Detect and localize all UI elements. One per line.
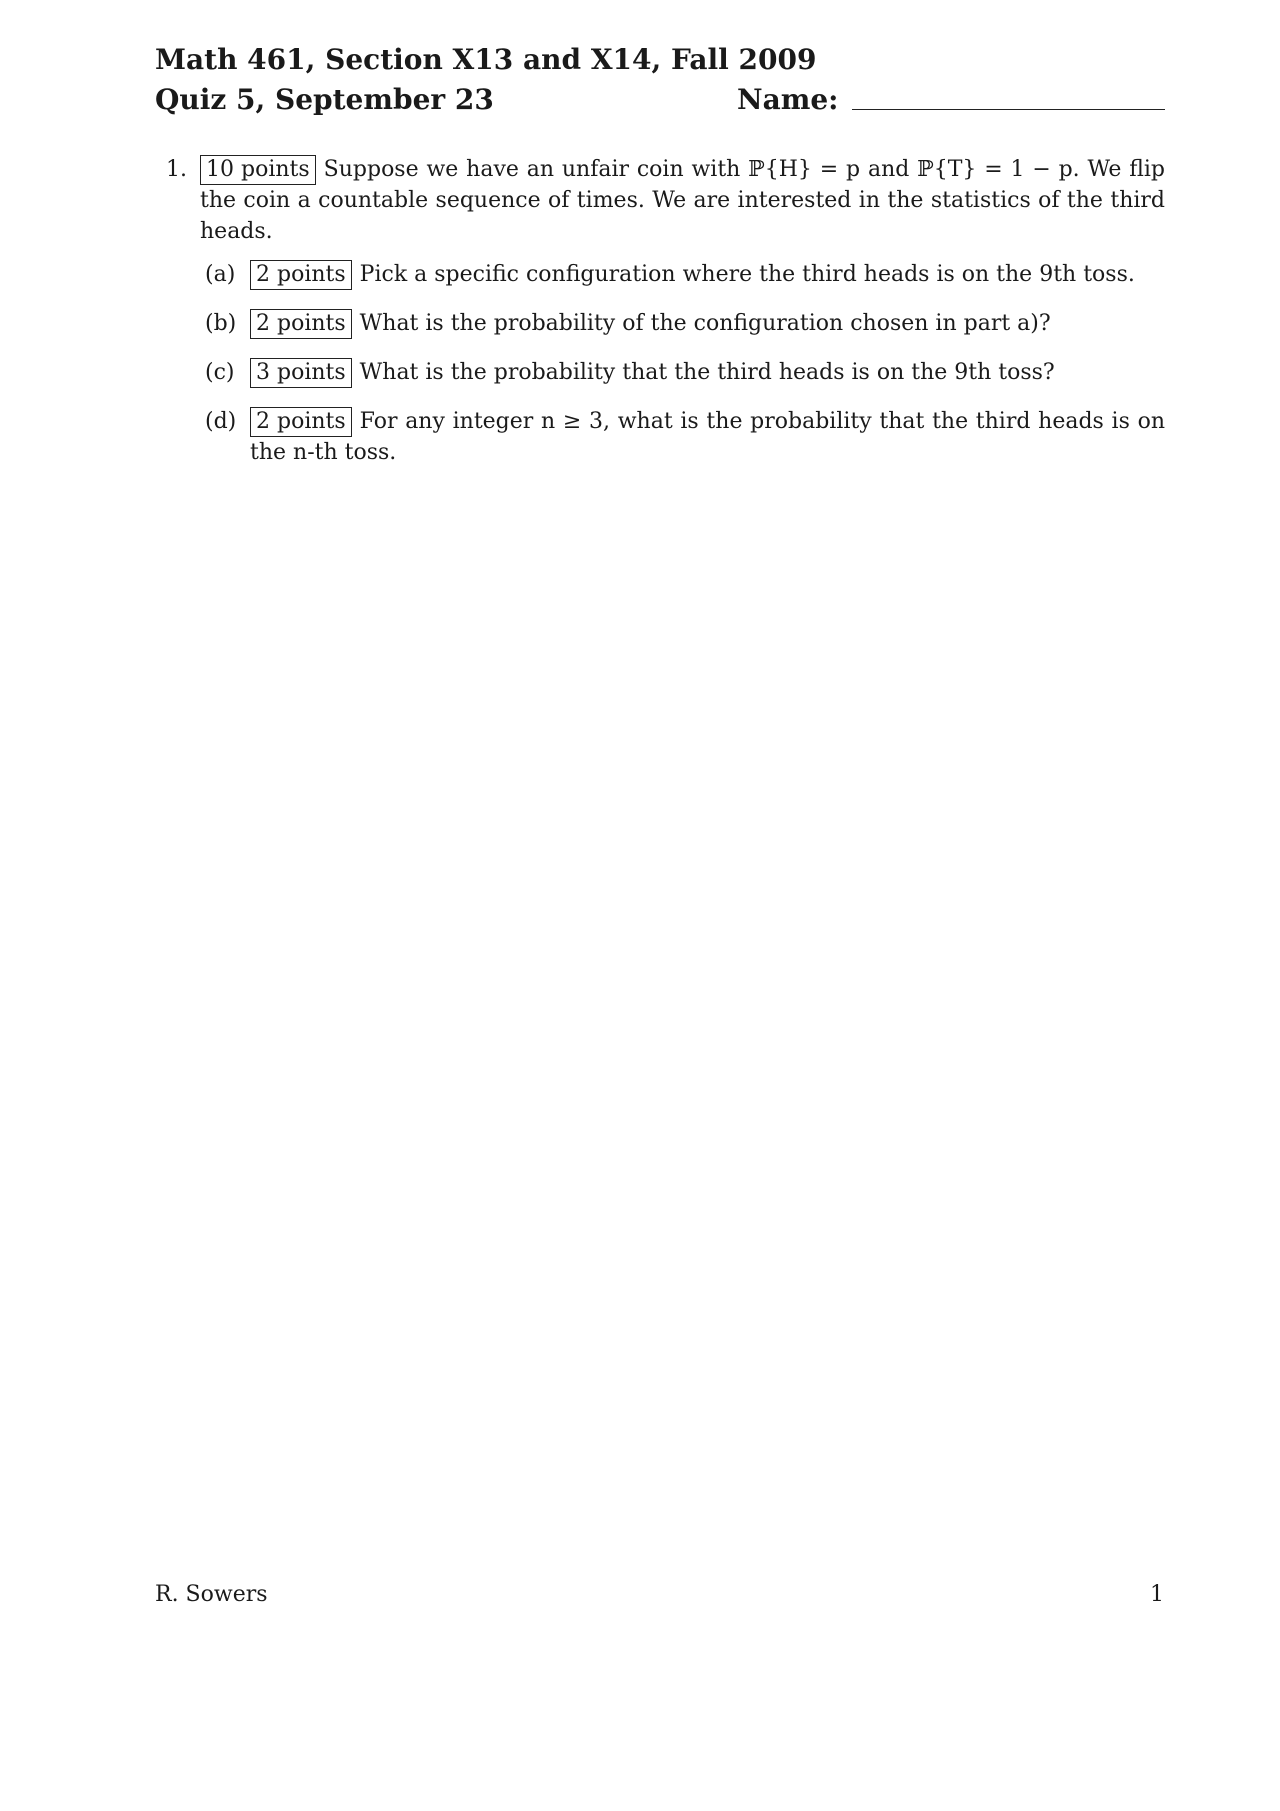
subpart-label: (c) xyxy=(205,360,235,385)
points-box: 10 points xyxy=(200,155,316,185)
points-box: 2 points xyxy=(250,260,352,290)
subpart-b xyxy=(205,308,1165,339)
points-box: 2 points xyxy=(250,407,352,437)
points-box: 2 points xyxy=(250,309,352,339)
problem-statement xyxy=(200,154,1165,247)
footer-author: R. Sowers xyxy=(155,1582,268,1607)
page-number: 1 xyxy=(1150,1582,1164,1607)
subparts-list xyxy=(205,259,1165,468)
subpart-a xyxy=(205,259,1165,290)
quiz-title: Quiz 5, September 23 xyxy=(155,83,494,116)
subpart-text: For any integer n ≥ 3, what is the probability that the third heads is on the n-th toss. xyxy=(250,409,1165,465)
quiz-title-row xyxy=(155,80,1165,120)
name-blank-line[interactable] xyxy=(852,109,1165,110)
course-title: Math 461, Section X13 and X14, Fall 2009 xyxy=(155,43,817,76)
subpart-d xyxy=(205,406,1165,468)
subpart-c xyxy=(205,357,1165,388)
problem-number: 1. xyxy=(166,157,187,182)
subpart-label: (a) xyxy=(205,262,236,287)
points-box: 3 points xyxy=(250,358,352,388)
problem-1 xyxy=(160,154,1165,486)
subpart-text: What is the probability of the configuration chosen in part a)? xyxy=(359,311,1051,336)
problem-text: Suppose we have an unfair coin with ℙ{H} = p and ℙ{T} = 1 − p. We flip the coin a countable sequence of times. We are interested in the statistics of the third heads. xyxy=(200,157,1165,244)
subpart-label: (b) xyxy=(205,311,237,336)
subpart-text: What is the probability that the third heads is on the 9th toss? xyxy=(359,360,1055,385)
quiz-header xyxy=(155,40,1165,120)
subpart-text: Pick a specific configuration where the third heads is on the 9th toss. xyxy=(359,262,1135,287)
name-label: Name: xyxy=(737,83,839,116)
subpart-label: (d) xyxy=(205,409,237,434)
